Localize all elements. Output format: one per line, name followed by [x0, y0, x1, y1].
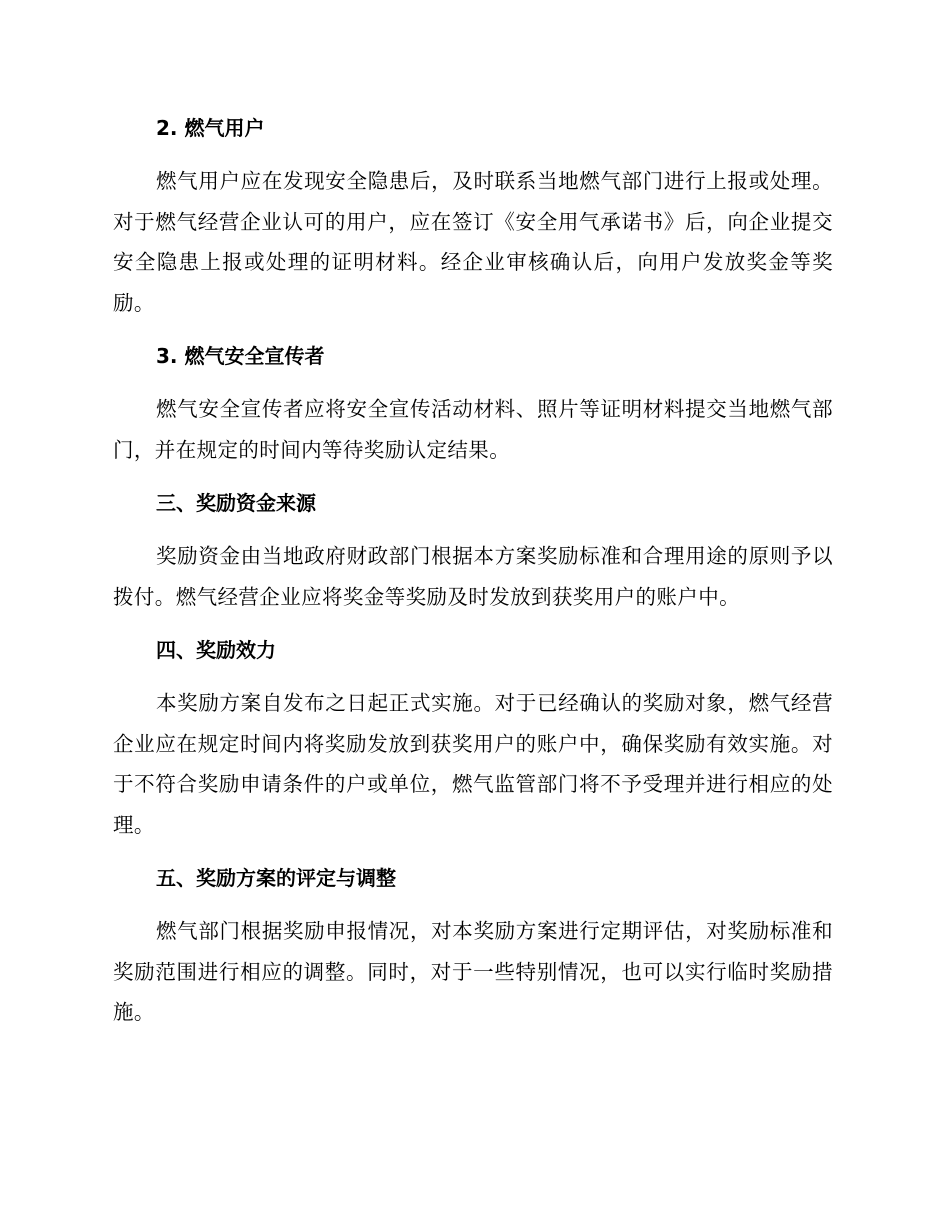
section-heading-gas-users: 2. 燃气用户: [156, 116, 265, 140]
section-paragraph-safety-promoters: 燃气安全宣传者应将安全宣传活动材料、照片等证明材料提交当地燃气部门，并在规定的时间内等待奖励认定结果。: [113, 397, 833, 462]
section-paragraph-gas-users: 燃气用户应在发现安全隐患后，及时联系当地燃气部门进行上报或处理。对于燃气经营企业认可的用户，应在签订《安全用气承诺书》后，向企业提交安全隐患上报或处理的证明材料。经企业审核确认后，向用户发放奖金等奖励。: [113, 169, 833, 315]
section-heading-funding-source: 三、奖励资金来源: [156, 491, 316, 515]
section-paragraph-funding-source: 奖励资金由当地政府财政部门根据本方案奖励标准和合理用途的原则予以拨付。燃气经营企业应将奖金等奖励及时发放到获奖用户的账户中。: [113, 544, 833, 609]
document-body: [113, 108, 833, 1033]
section-paragraph-reward-validity: 本奖励方案自发布之日起正式实施。对于已经确认的奖励对象，燃气经营企业应在规定时间内将奖励发放到获奖用户的账户中，确保奖励有效实施。对于不符合奖励申请条件的户或单位，燃气监管部门将不予受理并进行相应的处理。: [113, 691, 833, 837]
section-heading-safety-promoters: 3. 燃气安全宣传者: [156, 344, 325, 368]
section-heading-reward-validity: 四、奖励效力: [156, 638, 276, 662]
section-heading-evaluation-adjustment: 五、奖励方案的评定与调整: [156, 866, 396, 890]
section-paragraph-evaluation-adjustment: 燃气部门根据奖励申报情况，对本奖励方案进行定期评估，对奖励标准和奖励范围进行相应的调整。同时，对于一些特别情况，也可以实行临时奖励措施。: [113, 919, 833, 1024]
